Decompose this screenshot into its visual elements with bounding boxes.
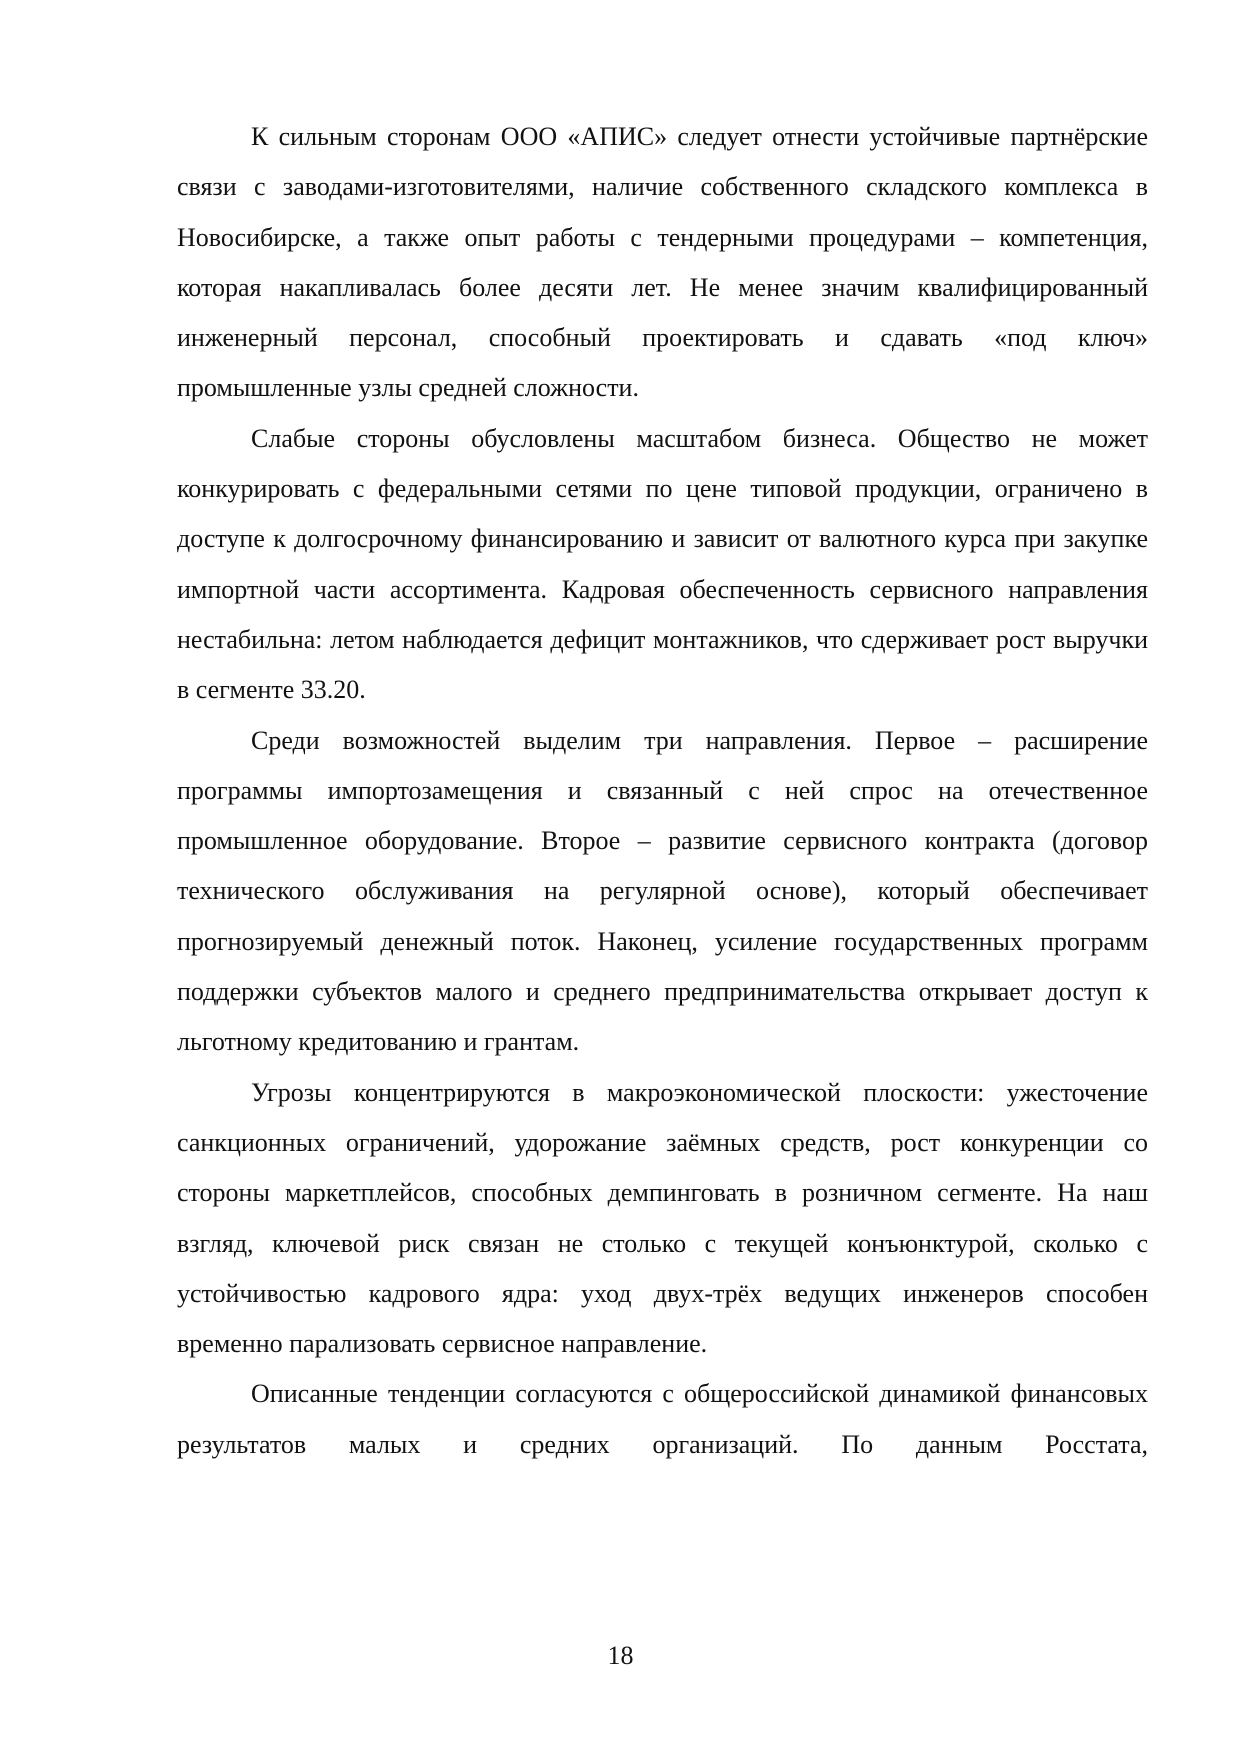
body-text — [177, 112, 1148, 1470]
paragraph-weaknesses: Слабые стороны обусловлены масштабом бизнеса. Общество не может конкурировать с федеральными сетями по цене типовой продукции, ограничено в доступе к долгосрочному финансированию и зависит от валютного курса при закупке импортной части ассортимента. Кадровая обеспеченность сервисного направления нестабильна: летом наблюдается дефицит монтажников, что сдерживает рост выручки в сегменте 33.20. — [177, 423, 1148, 705]
paragraph-strengths: К сильным сторонам ООО «АПИС» следует отнести устойчивые партнёрские связи с заводами-изготовителями, наличие собственного складского комплекса в Новосибирске, а также опыт работы с тендерными процедурами – компетенция, которая накапливалась более десяти лет. Не менее значим квалифицированный инженерный персонал, способный проектировать и сдавать «под ключ» промышленные узлы средней сложности. — [177, 122, 1148, 403]
page-number: 18 — [607, 1641, 634, 1670]
paragraph-trends: Описанные тенденции согласуются с общероссийской динамикой финансовых результатов малых и средних организаций. По данным Росстата, — [177, 1379, 1148, 1459]
paragraph-opportunities: Среди возможностей выделим три направления. Первое – расширение программы импортозамещения и связанный с ней спрос на отечественное промышленное оборудование. Второе – развитие сервисного контракта (договор технического обслуживания на регулярной основе), который обеспечивает прогнозируемый денежный поток. Наконец, усиление государственных программ поддержки субъектов малого и среднего предпринимательства открывает доступ к льготному кредитованию и грантам. — [177, 725, 1148, 1057]
paragraph-threats: Угрозы концентрируются в макроэкономической плоскости: ужесточение санкционных ограничений, удорожание заёмных средств, рост конкуренции со стороны маркетплейсов, способных демпинговать в розничном сегменте. На наш взгляд, ключевой риск связан не столько с текущей конъюнктурой, сколько с устойчивостью кадрового ядра: уход двух-трёх ведущих инженеров способен временно парализовать сервисное направление. — [177, 1077, 1148, 1359]
